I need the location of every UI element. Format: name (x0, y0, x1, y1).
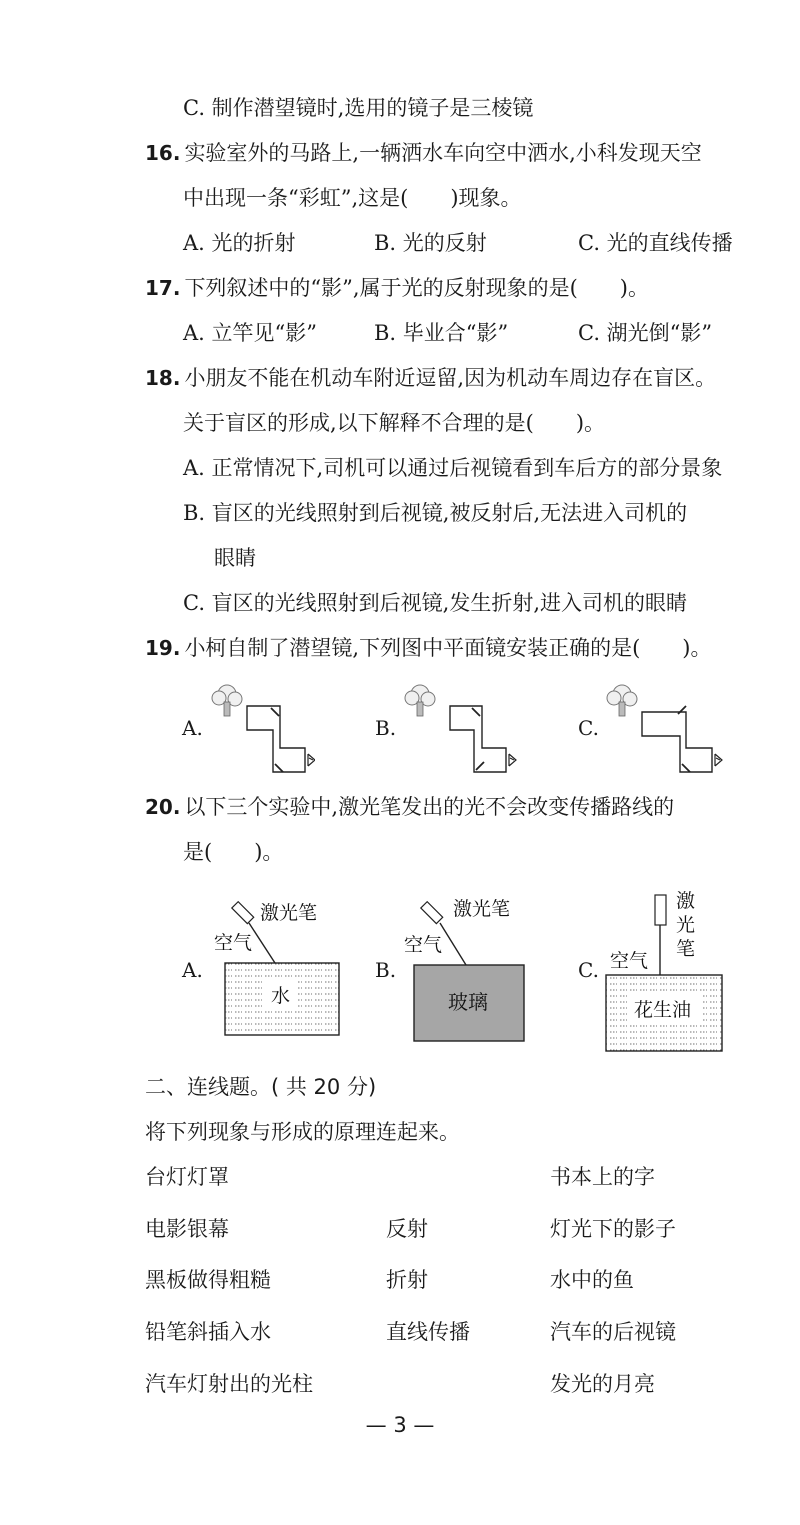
mirror-bottom (275, 764, 283, 772)
section2-title: 二、连线题。( 共 20 分) (145, 1075, 377, 1099)
q18-option-a: A. 正常情况下,司机可以通过后视镜看到车后方的部分景象 (183, 456, 723, 480)
periscope-tube (247, 706, 305, 772)
mirror-bottom (476, 762, 484, 770)
q20-text: 以下三个实验中,激光笔发出的光不会改变传播路线的 (184, 795, 675, 819)
mirror-top (271, 708, 279, 716)
middle-item[interactable]: 直线传播 (386, 1320, 470, 1344)
laser-pen-label-char1: 激 (676, 890, 696, 912)
q20-figure-b (398, 895, 538, 1045)
laser-pen-label-char2: 光 (676, 914, 696, 936)
laser-pen-icon (655, 895, 666, 925)
q20-label-b: B. (375, 958, 397, 982)
q20-stem-line1 (145, 797, 674, 818)
q17-number: 17. (145, 276, 181, 300)
medium-label: 玻璃 (448, 990, 488, 1014)
medium-label: 花生油 (634, 999, 692, 1021)
q19-periscope-c (600, 678, 730, 778)
q16-number: 16. (145, 141, 181, 165)
q19-label-a: A. (182, 716, 203, 740)
eye-icon (509, 754, 516, 766)
q20-figure-a (205, 895, 345, 1040)
mirror-top (472, 708, 480, 716)
q15-option-c: C. 制作潜望镜时,选用的镜子是三棱镜 (183, 96, 534, 120)
air-label: 空气 (214, 932, 253, 954)
periscope-tube (642, 712, 712, 772)
q19-stem (145, 638, 712, 659)
q16-option-c: C. 光的直线传播 (578, 231, 733, 255)
tree-icon (405, 685, 435, 716)
q17-option-a: A. 立竿见“影” (183, 321, 317, 345)
laser-pen-label-char3: 笔 (676, 938, 696, 960)
q18-option-c: C. 盲区的光线照射到后视镜,发生折射,进入司机的眼睛 (183, 591, 688, 615)
left-item[interactable]: 铅笔斜插入水 (145, 1320, 271, 1344)
page-number: — 3 — (365, 1413, 435, 1437)
q20-figure-c (600, 885, 730, 1055)
q16-stem-line1 (145, 143, 702, 164)
q19-number: 19. (145, 636, 181, 660)
right-item[interactable]: 书本上的字 (550, 1165, 655, 1189)
q19-label-c: C. (578, 716, 599, 740)
laser-pen-icon (421, 902, 443, 924)
section2-instruction: 将下列现象与形成的原理连起来。 (145, 1120, 460, 1144)
laser-beam (249, 923, 275, 963)
q16-option-b: B. 光的反射 (374, 231, 487, 255)
middle-item[interactable]: 反射 (386, 1217, 428, 1241)
periscope-tube (450, 706, 506, 772)
air-label: 空气 (610, 950, 649, 972)
q17-option-c: C. 湖光倒“影” (578, 321, 713, 345)
laser-pen-label: 激光笔 (260, 902, 318, 924)
q18-text: 小朋友不能在机动车附近逗留,因为机动车周边存在盲区。 (184, 366, 717, 390)
left-item[interactable]: 黑板做得粗糙 (145, 1268, 271, 1292)
mirror-top (678, 706, 686, 714)
tree-icon (607, 685, 637, 716)
laser-pen-icon (232, 902, 254, 924)
mirror-bottom (682, 764, 690, 772)
q17-option-b: B. 毕业合“影” (374, 321, 509, 345)
eye-icon (715, 754, 722, 766)
left-item[interactable]: 台灯灯罩 (145, 1165, 229, 1189)
right-item[interactable]: 灯光下的影子 (550, 1217, 676, 1241)
q16-option-a: A. 光的折射 (183, 231, 296, 255)
q19-text: 小柯自制了潜望镜,下列图中平面镜安装正确的是( )。 (184, 636, 712, 660)
eye-icon (308, 754, 315, 766)
laser-beam (440, 923, 466, 965)
q18-option-b-line2: 眼睛 (214, 546, 256, 570)
left-item[interactable]: 汽车灯射出的光柱 (145, 1372, 313, 1396)
q18-number: 18. (145, 366, 181, 390)
tree-icon (212, 685, 242, 716)
middle-item[interactable]: 折射 (386, 1268, 428, 1292)
q18-stem-line1 (145, 368, 716, 389)
q18-stem-line2: 关于盲区的形成,以下解释不合理的是( )。 (183, 411, 606, 435)
q19-periscope-b (398, 678, 523, 778)
laser-pen-label: 激光笔 (453, 898, 511, 920)
right-item[interactable]: 发光的月亮 (550, 1372, 655, 1396)
air-label: 空气 (404, 934, 443, 956)
q17-stem (145, 278, 649, 299)
medium-label: 水 (271, 985, 291, 1007)
q20-label-a: A. (182, 958, 203, 982)
q18-option-b-line1: B. 盲区的光线照射到后视镜,被反射后,无法进入司机的 (183, 501, 688, 525)
q16-stem-line2: 中出现一条“彩虹”,这是( )现象。 (183, 186, 522, 210)
q20-label-c: C. (578, 958, 599, 982)
q16-text: 实验室外的马路上,一辆洒水车向空中洒水,小科发现天空 (184, 141, 702, 165)
q20-stem-line2: 是( )。 (183, 840, 284, 864)
q20-number: 20. (145, 795, 181, 819)
right-item[interactable]: 汽车的后视镜 (550, 1320, 676, 1344)
q17-text: 下列叙述中的“影”,属于光的反射现象的是( )。 (184, 276, 649, 300)
left-item[interactable]: 电影银幕 (145, 1217, 229, 1241)
right-item[interactable]: 水中的鱼 (550, 1268, 634, 1292)
q19-label-b: B. (375, 716, 397, 740)
q19-periscope-a (205, 678, 315, 778)
